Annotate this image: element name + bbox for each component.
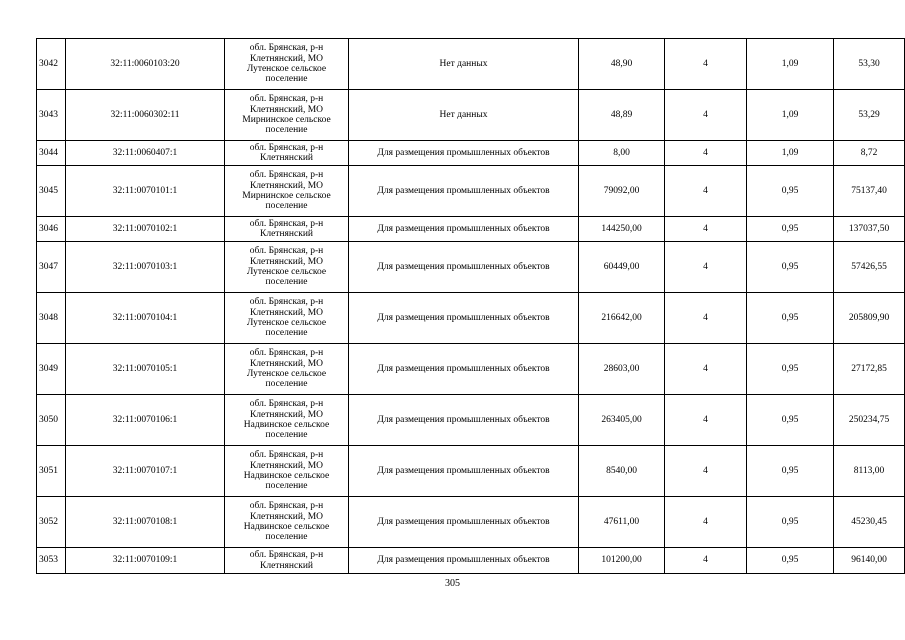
location-line: Клетнянский, МО	[249, 511, 324, 522]
area-cell: 216642,00	[579, 293, 665, 344]
table-row	[37, 217, 905, 242]
location-cell	[225, 446, 349, 497]
area-cell: 144250,00	[579, 217, 665, 242]
total-value-cell: 53,30	[834, 39, 905, 90]
area-cell: 28603,00	[579, 344, 665, 395]
location-cell	[225, 90, 349, 141]
location-line: Клетнянский, МО	[249, 307, 324, 318]
row-number-cell: 3051	[37, 446, 66, 497]
table-row	[37, 90, 905, 141]
coefficient-cell: 0,95	[747, 395, 834, 446]
cadastral-number-cell: 32:11:0070104:1	[66, 293, 225, 344]
table-row	[37, 548, 905, 574]
location-line: Клетнянский, МО	[249, 460, 324, 471]
row-number-cell: 3044	[37, 141, 66, 166]
total-value-cell: 96140,00	[834, 548, 905, 574]
area-cell: 48,89	[579, 90, 665, 141]
coefficient-cell: 0,95	[747, 293, 834, 344]
location-line: поселение	[265, 277, 308, 288]
location-line: Лутенское сельское	[246, 64, 327, 74]
location-line: обл. Брянская, р-н	[249, 450, 324, 461]
coefficient-cell: 1,09	[747, 39, 834, 90]
row-number-cell: 3053	[37, 548, 66, 574]
location-line: Клетнянский, МО	[249, 180, 324, 191]
coefficient-cell: 0,95	[747, 446, 834, 497]
location-line: поселение	[265, 481, 308, 492]
location-line: Клетнянский, МО	[249, 256, 324, 267]
location-line: Клетнянский, МО	[249, 104, 324, 115]
category-cell: 4	[665, 548, 747, 574]
cadastral-number-cell: 32:11:0070105:1	[66, 344, 225, 395]
coefficient-cell: 0,95	[747, 344, 834, 395]
area-cell: 263405,00	[579, 395, 665, 446]
table-row	[37, 446, 905, 497]
total-value-cell: 8,72	[834, 141, 905, 166]
location-line: Лутенское сельское	[246, 318, 327, 328]
location-line: обл. Брянская, р-н	[249, 246, 324, 257]
location-cell	[225, 242, 349, 293]
permitted-use-cell: Для размещения промышленных объектов	[349, 446, 579, 497]
table-row	[37, 166, 905, 217]
cadastral-number-cell: 32:11:0070107:1	[66, 446, 225, 497]
cadastral-number-cell: 32:11:0060407:1	[66, 141, 225, 166]
permitted-use-cell: Для размещения промышленных объектов	[349, 141, 579, 166]
cadastral-number-cell: 32:11:0060103:20	[66, 39, 225, 90]
land-plots-table	[36, 38, 905, 574]
cadastral-number-cell: 32:11:0070103:1	[66, 242, 225, 293]
cadastral-number-cell: 32:11:0070108:1	[66, 497, 225, 548]
location-line: Клетнянский, МО	[249, 358, 324, 369]
table-row	[37, 344, 905, 395]
coefficient-cell: 1,09	[747, 90, 834, 141]
permitted-use-cell: Нет данных	[349, 90, 579, 141]
row-number-cell: 3047	[37, 242, 66, 293]
location-line: поселение	[265, 74, 308, 85]
location-line: Надвинское сельское	[243, 522, 330, 532]
location-line: Мирнинское сельское	[242, 191, 331, 201]
category-cell: 4	[665, 344, 747, 395]
location-line: обл. Брянская, р-н	[249, 399, 324, 410]
row-number-cell: 3045	[37, 166, 66, 217]
category-cell: 4	[665, 395, 747, 446]
location-cell	[225, 217, 349, 242]
category-cell: 4	[665, 293, 747, 344]
permitted-use-cell: Для размещения промышленных объектов	[349, 395, 579, 446]
location-line: обл. Брянская, р-н	[249, 218, 324, 229]
area-cell: 60449,00	[579, 242, 665, 293]
location-line: Надвинское сельское	[243, 420, 330, 430]
permitted-use-cell: Для размещения промышленных объектов	[349, 166, 579, 217]
location-cell	[225, 344, 349, 395]
area-cell: 8540,00	[579, 446, 665, 497]
location-line: поселение	[265, 532, 308, 543]
location-line: поселение	[265, 379, 308, 390]
table-row	[37, 497, 905, 548]
permitted-use-cell: Для размещения промышленных объектов	[349, 293, 579, 344]
total-value-cell: 75137,40	[834, 166, 905, 217]
location-cell	[225, 548, 349, 574]
row-number-cell: 3042	[37, 39, 66, 90]
location-line: поселение	[265, 125, 308, 136]
total-value-cell: 45230,45	[834, 497, 905, 548]
location-line: обл. Брянская, р-н	[249, 94, 324, 105]
category-cell: 4	[665, 497, 747, 548]
row-number-cell: 3046	[37, 217, 66, 242]
location-line: обл. Брянская, р-н	[249, 501, 324, 512]
category-cell: 4	[665, 242, 747, 293]
total-value-cell: 27172,85	[834, 344, 905, 395]
location-line: Лутенское сельское	[246, 267, 327, 277]
permitted-use-cell: Для размещения промышленных объектов	[349, 217, 579, 242]
location-line: поселение	[265, 328, 308, 339]
permitted-use-cell: Для размещения промышленных объектов	[349, 497, 579, 548]
location-cell	[225, 166, 349, 217]
permitted-use-cell: Для размещения промышленных объектов	[349, 548, 579, 574]
location-cell	[225, 395, 349, 446]
location-line: обл. Брянская, р-н	[249, 550, 324, 561]
coefficient-cell: 0,95	[747, 242, 834, 293]
table-row	[37, 39, 905, 90]
total-value-cell: 57426,55	[834, 242, 905, 293]
coefficient-cell: 0,95	[747, 166, 834, 217]
category-cell: 4	[665, 166, 747, 217]
location-line: обл. Брянская, р-н	[249, 142, 324, 153]
area-cell: 8,00	[579, 141, 665, 166]
area-cell: 47611,00	[579, 497, 665, 548]
location-cell	[225, 141, 349, 166]
total-value-cell: 205809,90	[834, 293, 905, 344]
cadastral-number-cell: 32:11:0070102:1	[66, 217, 225, 242]
row-number-cell: 3048	[37, 293, 66, 344]
row-number-cell: 3043	[37, 90, 66, 141]
page-number: 305	[445, 578, 460, 589]
total-value-cell: 250234,75	[834, 395, 905, 446]
area-cell: 48,90	[579, 39, 665, 90]
table-body	[37, 39, 905, 574]
location-line: обл. Брянская, р-н	[249, 297, 324, 308]
location-line: поселение	[265, 430, 308, 441]
location-cell	[225, 39, 349, 90]
location-line: Клетнянский	[260, 153, 313, 163]
category-cell: 4	[665, 39, 747, 90]
total-value-cell: 137037,50	[834, 217, 905, 242]
total-value-cell: 53,29	[834, 90, 905, 141]
table-row	[37, 141, 905, 166]
table-row	[37, 242, 905, 293]
permitted-use-cell: Для размещения промышленных объектов	[349, 242, 579, 293]
total-value-cell: 8113,00	[834, 446, 905, 497]
location-line: поселение	[265, 201, 308, 212]
location-line: Надвинское сельское	[243, 471, 330, 481]
location-line: обл. Брянская, р-н	[249, 170, 324, 181]
cadastral-number-cell: 32:11:0070109:1	[66, 548, 225, 574]
category-cell: 4	[665, 90, 747, 141]
coefficient-cell: 0,95	[747, 217, 834, 242]
location-line: Мирнинское сельское	[242, 115, 331, 125]
location-cell	[225, 497, 349, 548]
area-cell: 79092,00	[579, 166, 665, 217]
cadastral-number-cell: 32:11:0070106:1	[66, 395, 225, 446]
cadastral-number-cell: 32:11:0060302:11	[66, 90, 225, 141]
area-cell: 101200,00	[579, 548, 665, 574]
coefficient-cell: 0,95	[747, 497, 834, 548]
row-number-cell: 3050	[37, 395, 66, 446]
location-line: Лутенское сельское	[246, 369, 327, 379]
coefficient-cell: 0,95	[747, 548, 834, 574]
cadastral-number-cell: 32:11:0070101:1	[66, 166, 225, 217]
category-cell: 4	[665, 217, 747, 242]
category-cell: 4	[665, 141, 747, 166]
coefficient-cell: 1,09	[747, 141, 834, 166]
location-cell	[225, 293, 349, 344]
location-line: обл. Брянская, р-н	[249, 348, 324, 359]
location-line: Клетнянский, МО	[249, 409, 324, 420]
row-number-cell: 3049	[37, 344, 66, 395]
table-row	[37, 293, 905, 344]
location-line: Клетнянский, МО	[249, 53, 324, 64]
table-row	[37, 395, 905, 446]
permitted-use-cell: Нет данных	[349, 39, 579, 90]
row-number-cell: 3052	[37, 497, 66, 548]
permitted-use-cell: Для размещения промышленных объектов	[349, 344, 579, 395]
location-line: Клетнянский	[260, 560, 313, 571]
location-line: Клетнянский	[260, 229, 313, 239]
location-line: обл. Брянская, р-н	[249, 43, 324, 54]
category-cell: 4	[665, 446, 747, 497]
